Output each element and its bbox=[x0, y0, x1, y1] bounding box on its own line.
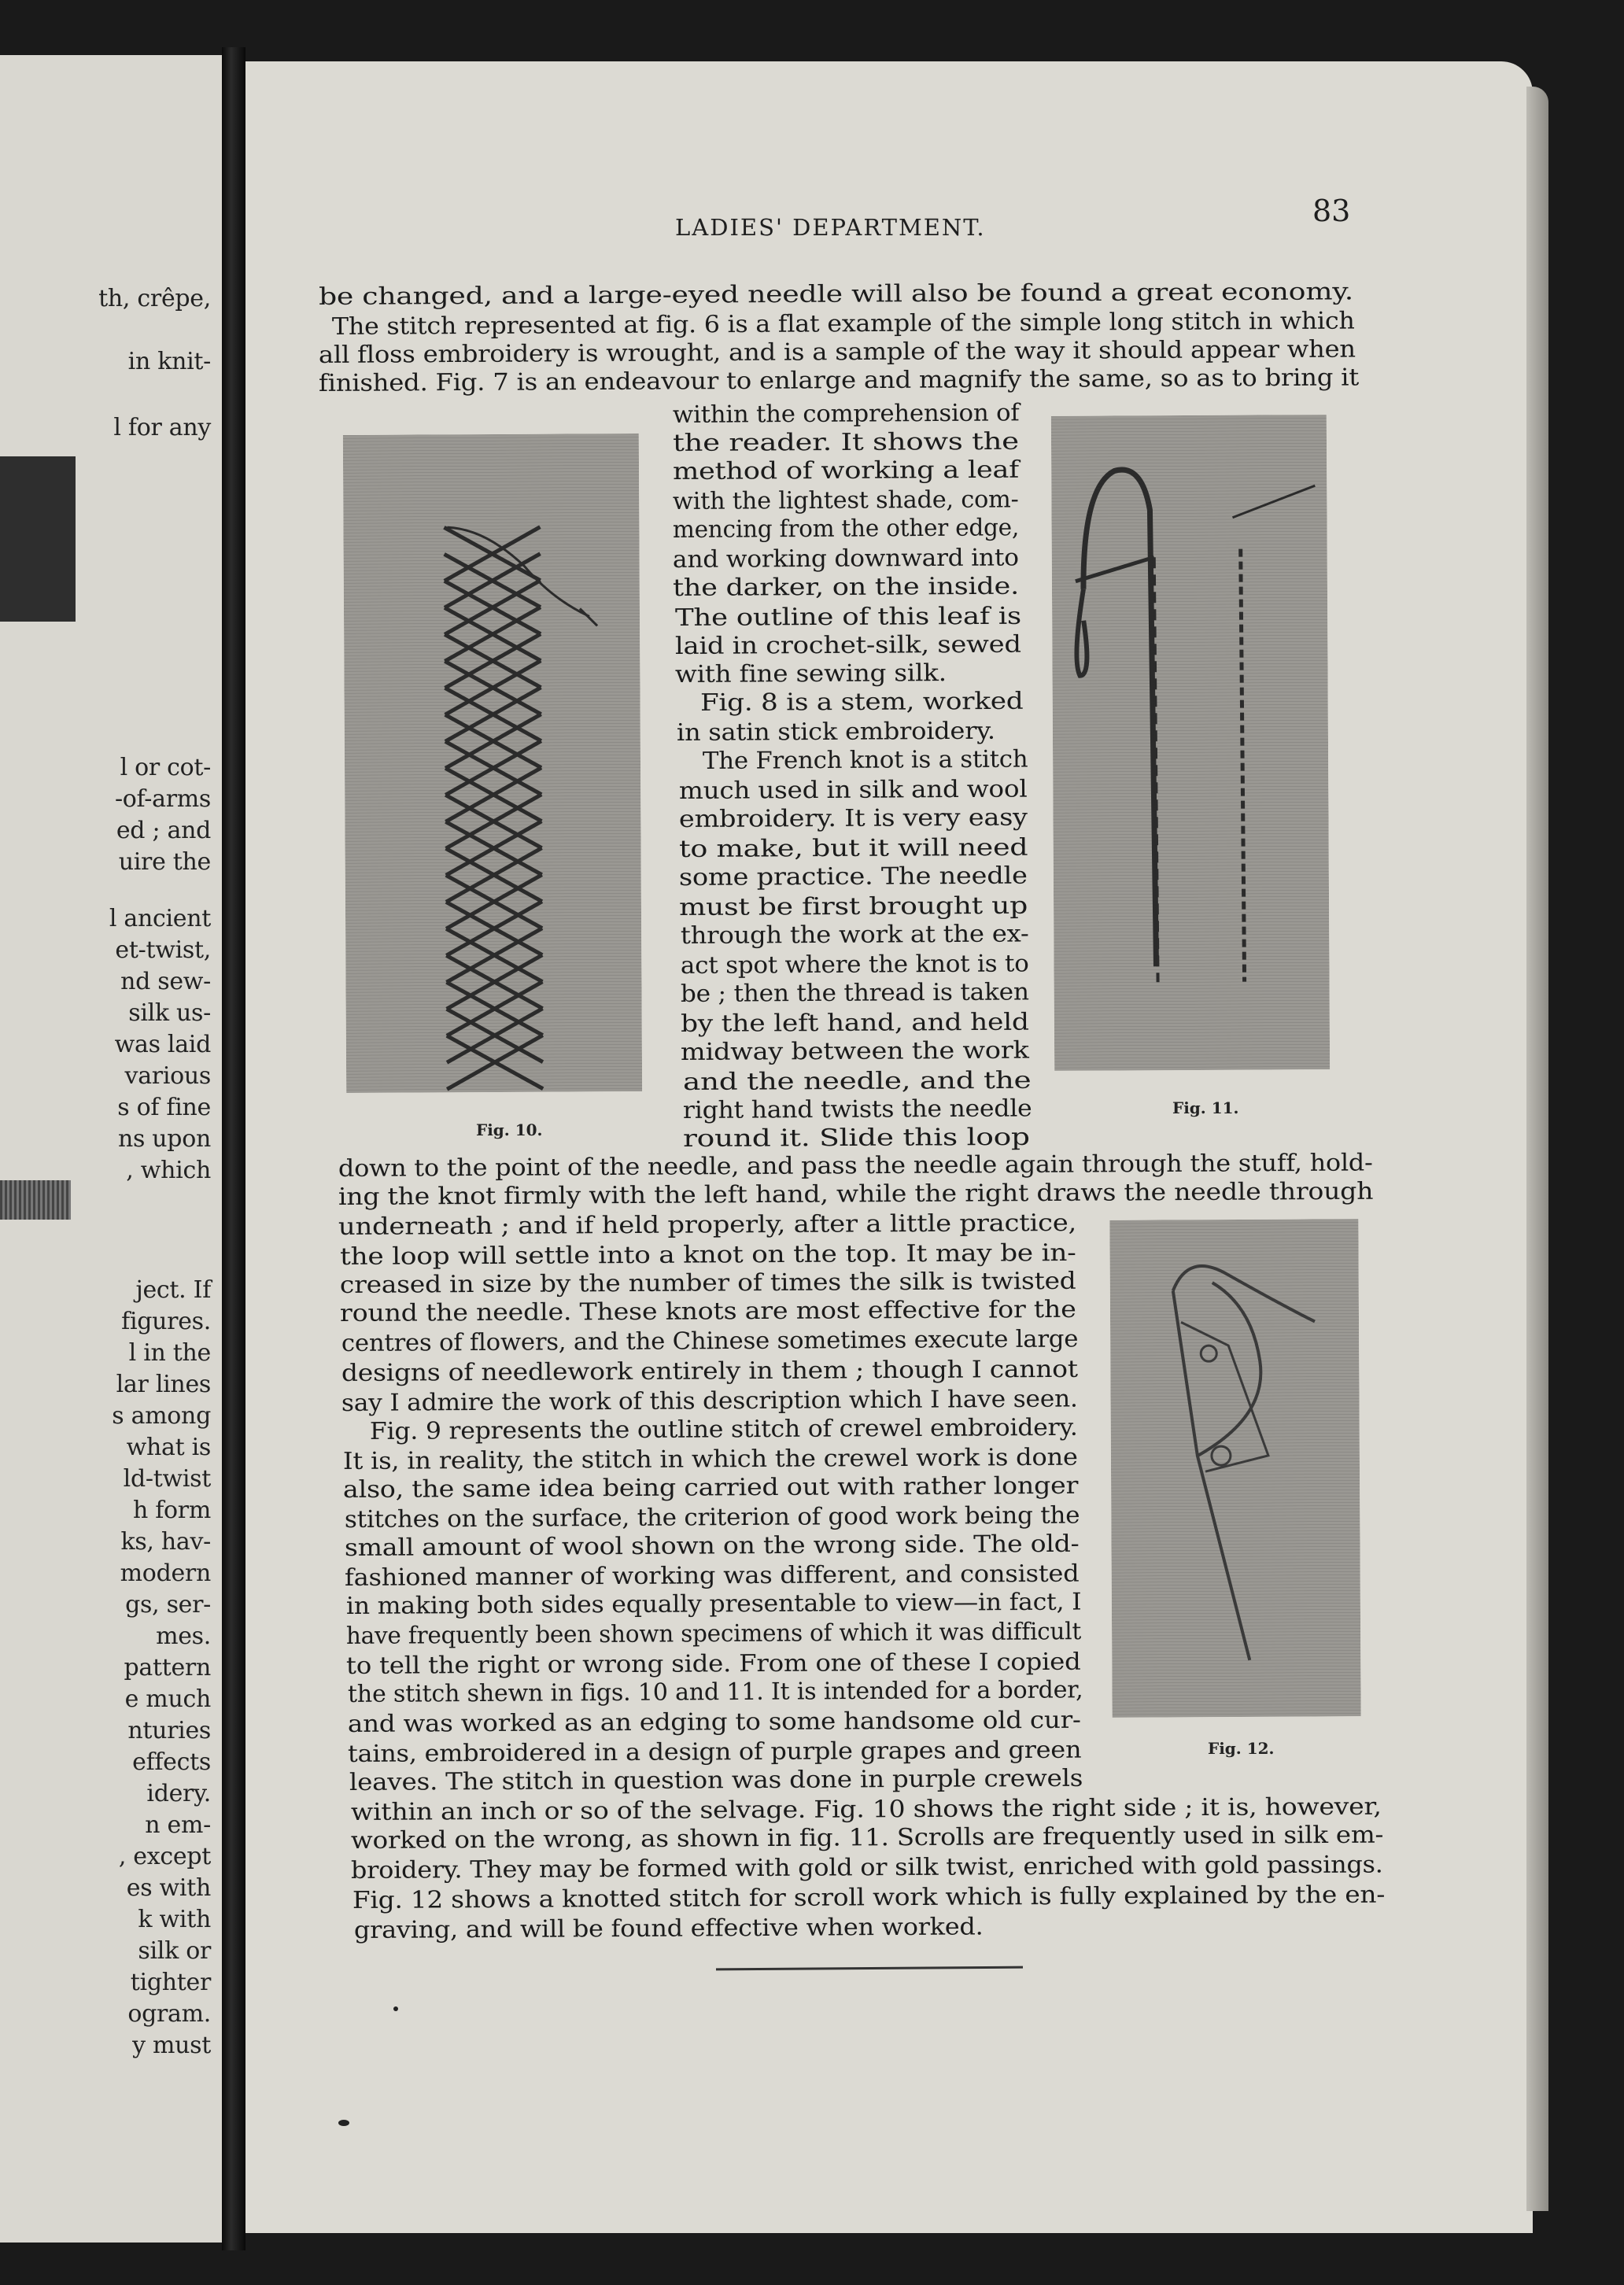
previous-page-text-line: th, crêpe, bbox=[98, 285, 211, 312]
text-line: Fig. 8 is a stem, worked bbox=[699, 687, 1024, 717]
text-line: creased in size by the number of times the silk is twisted bbox=[339, 1267, 1076, 1299]
previous-page-text-line: l for any bbox=[113, 414, 211, 441]
previous-page-text-line: silk or bbox=[138, 1937, 211, 1965]
text-line: worked on the wrong, as shown in fig. 11. Scrolls are frequently used in silk em- bbox=[350, 1821, 1384, 1855]
previous-page-text-line: uire the bbox=[118, 848, 211, 876]
text-line: graving, and will be found effective when worked. bbox=[353, 1913, 984, 1944]
previous-page-text-line: pattern bbox=[124, 1654, 211, 1681]
text-line: have frequently been shown specimens of which it was difficult bbox=[345, 1618, 1082, 1650]
text-line: ing the knot firmly with the left hand, while the right draws the needle through bbox=[338, 1177, 1374, 1211]
text-line: within the comprehension of bbox=[672, 399, 1020, 429]
previous-page-text-line: s among bbox=[112, 1402, 211, 1430]
text-line: leaves. The stitch in question was done in purple crewels bbox=[349, 1764, 1083, 1796]
previous-page-text-line: tighter bbox=[130, 1969, 211, 1996]
text-line: right hand twists the needle bbox=[682, 1095, 1032, 1124]
figure-11-image bbox=[1051, 415, 1330, 1071]
previous-page-text-line: gs, ser- bbox=[125, 1591, 211, 1619]
text-line: embroidery. It is very easy bbox=[678, 803, 1028, 833]
text-line: The French knot is a stitch bbox=[702, 745, 1028, 775]
book-gutter bbox=[222, 47, 245, 2250]
previous-page-text-line: figures. bbox=[121, 1308, 211, 1335]
text-line: in making both sides equally presentable to view—in fact, I bbox=[345, 1588, 1082, 1620]
previous-page-fragment bbox=[0, 55, 222, 2243]
previous-page-text-line: ld-twist bbox=[123, 1465, 211, 1493]
previous-page-text-line: h form bbox=[132, 1497, 211, 1524]
previous-page-text-line: -of-arms bbox=[114, 785, 211, 813]
previous-page-text-line: in knit- bbox=[127, 348, 211, 375]
previous-page-text-line: e much bbox=[124, 1685, 211, 1713]
text-line: underneath ; and if held properly, after a little practice, bbox=[338, 1209, 1077, 1241]
previous-page-text-line: l or cot- bbox=[120, 754, 211, 781]
text-line: act spot where the knot is to bbox=[680, 950, 1029, 980]
text-line: be ; then the thread is taken bbox=[680, 978, 1029, 1008]
text-line: the darker, on the inside. bbox=[672, 572, 1020, 602]
text-line: centres of flowers, and the Chinese sometimes execute large bbox=[341, 1325, 1079, 1357]
previous-page-text-line: k with bbox=[138, 1906, 211, 1933]
previous-page-text-line: n em- bbox=[145, 1811, 211, 1839]
previous-page-text-line: ogram. bbox=[127, 2000, 211, 2028]
text-line: mencing from the other edge, bbox=[672, 514, 1020, 544]
previous-page-text-line: es with bbox=[126, 1874, 211, 1902]
previous-page-text-line: was laid bbox=[114, 1031, 211, 1058]
previous-page-text-line: ks, hav- bbox=[120, 1528, 211, 1556]
text-line: through the work at the ex- bbox=[680, 920, 1029, 950]
previous-page-text-line: , except bbox=[118, 1843, 211, 1870]
text-line: The outline of this leaf is bbox=[674, 602, 1022, 632]
text-line: round it. Slide this loop bbox=[682, 1123, 1030, 1153]
page-edge bbox=[1526, 87, 1548, 2211]
previous-page-text-line: ject. If bbox=[135, 1276, 211, 1304]
previous-page-text-line: nturies bbox=[127, 1717, 211, 1744]
text-line: The stitch represented at fig. 6 is a flat example of the simple long stitch in which bbox=[331, 307, 1355, 341]
previous-page-text-line: ns upon bbox=[117, 1125, 211, 1153]
previous-page-text-line: , which bbox=[126, 1157, 211, 1184]
previous-page-border-strip bbox=[0, 1180, 71, 1220]
text-line: all floss embroidery is wrought, and is a sample of the way it should appear when bbox=[318, 335, 1356, 369]
text-line: and the needle, and the bbox=[682, 1066, 1032, 1096]
text-line: be changed, and a large-eyed needle will also be found a great economy. bbox=[318, 278, 1354, 311]
previous-page-text-line: effects bbox=[132, 1748, 211, 1776]
text-line: method of working a leaf bbox=[672, 456, 1020, 485]
text-line: It is, in reality, the stitch in which the crewel work is done bbox=[342, 1443, 1078, 1475]
previous-page-plate bbox=[0, 456, 76, 622]
text-line: laid in crochet-silk, sewed bbox=[674, 630, 1021, 660]
text-line: some practice. The needle bbox=[678, 862, 1028, 891]
figure-12-caption: Fig. 12. bbox=[1208, 1739, 1275, 1758]
text-line: broidery. They may be formed with gold or silk twist, enriched with gold passings. bbox=[350, 1851, 1383, 1884]
previous-page-text-line: s of fine bbox=[117, 1094, 211, 1121]
previous-page-text-line: modern bbox=[120, 1560, 211, 1587]
text-line: the stitch shewn in figs. 10 and 11. It is intended for a border, bbox=[347, 1676, 1083, 1708]
previous-page-text-line: et-twist, bbox=[115, 936, 211, 964]
text-line: and working downward into bbox=[672, 544, 1019, 574]
figure-12-image bbox=[1109, 1219, 1360, 1718]
text-line: round the needle. These knots are most effective for the bbox=[339, 1295, 1076, 1327]
previous-page-text-line: y must bbox=[132, 2032, 211, 2059]
previous-page-text-line: what is bbox=[126, 1434, 211, 1461]
previous-page-text-line: mes. bbox=[156, 1622, 211, 1650]
text-line: the loop will settle into a knot on the top. It may be in- bbox=[339, 1238, 1076, 1271]
figure-10-caption: Fig. 10. bbox=[476, 1120, 543, 1139]
text-line: also, the same idea being carried out with rather longer bbox=[342, 1471, 1079, 1504]
text-line: to tell the right or wrong side. From one of these I copied bbox=[345, 1648, 1081, 1680]
text-line: small amount of wool shown on the wrong side. The old- bbox=[344, 1530, 1080, 1562]
previous-page-text-line: idery. bbox=[146, 1780, 211, 1807]
text-line: with the lightest shade, com- bbox=[672, 485, 1019, 515]
text-line: fashioned manner of working was different, and consisted bbox=[344, 1560, 1080, 1592]
text-line: within an inch or so of the selvage. Fig. 10 shows the right side ; it is, however, bbox=[350, 1792, 1382, 1826]
figure-11-caption: Fig. 11. bbox=[1172, 1098, 1239, 1117]
text-line: Fig. 9 represents the outline stitch of crewel embroidery. bbox=[369, 1413, 1078, 1445]
previous-page-text-line: ed ; and bbox=[116, 817, 211, 844]
text-line: tains, embroidered in a design of purple grapes and green bbox=[347, 1736, 1082, 1768]
page-speck bbox=[338, 2120, 349, 2126]
page-number: 83 bbox=[1312, 194, 1351, 228]
text-line: the reader. It shows the bbox=[672, 427, 1019, 457]
figure-10-image bbox=[343, 434, 642, 1093]
text-line: say I admire the work of this description which I have seen. bbox=[341, 1385, 1078, 1417]
text-line: must be first brought up bbox=[678, 891, 1028, 921]
previous-page-text-line: lar lines bbox=[116, 1371, 211, 1398]
previous-page-text-line: l in the bbox=[128, 1339, 211, 1367]
previous-page-text-line: various bbox=[124, 1062, 211, 1090]
text-line: finished. Fig. 7 is an endeavour to enlarge and magnify the same, so as to bring it bbox=[318, 364, 1360, 397]
text-line: Fig. 12 shows a knotted stitch for scroll work which is fully explained by the en- bbox=[352, 1881, 1386, 1914]
previous-page-text-line: silk us- bbox=[128, 999, 211, 1027]
text-line: designs of needlework entirely in them ; though I cannot bbox=[341, 1355, 1078, 1387]
text-line: much used in silk and wool bbox=[678, 775, 1028, 805]
previous-page-text-line: l ancient bbox=[109, 905, 211, 932]
text-line: by the left hand, and held bbox=[680, 1008, 1029, 1038]
text-line: with fine sewing silk. bbox=[674, 659, 947, 688]
page-speck bbox=[393, 2006, 398, 2011]
text-line: and was worked as an edging to some handsome old cur- bbox=[347, 1706, 1081, 1738]
running-head: LADIES' DEPARTMENT. bbox=[675, 214, 986, 241]
text-line: stitches on the surface, the criterion of good work being the bbox=[344, 1501, 1080, 1534]
text-line: down to the point of the needle, and pass the needle again through the stuff, hold- bbox=[338, 1149, 1373, 1183]
text-line: midway between the work bbox=[680, 1036, 1029, 1066]
previous-page-text-line: nd sew- bbox=[120, 968, 211, 995]
text-line: to make, but it will need bbox=[678, 833, 1028, 863]
text-line: in satin stick embroidery. bbox=[676, 717, 995, 747]
